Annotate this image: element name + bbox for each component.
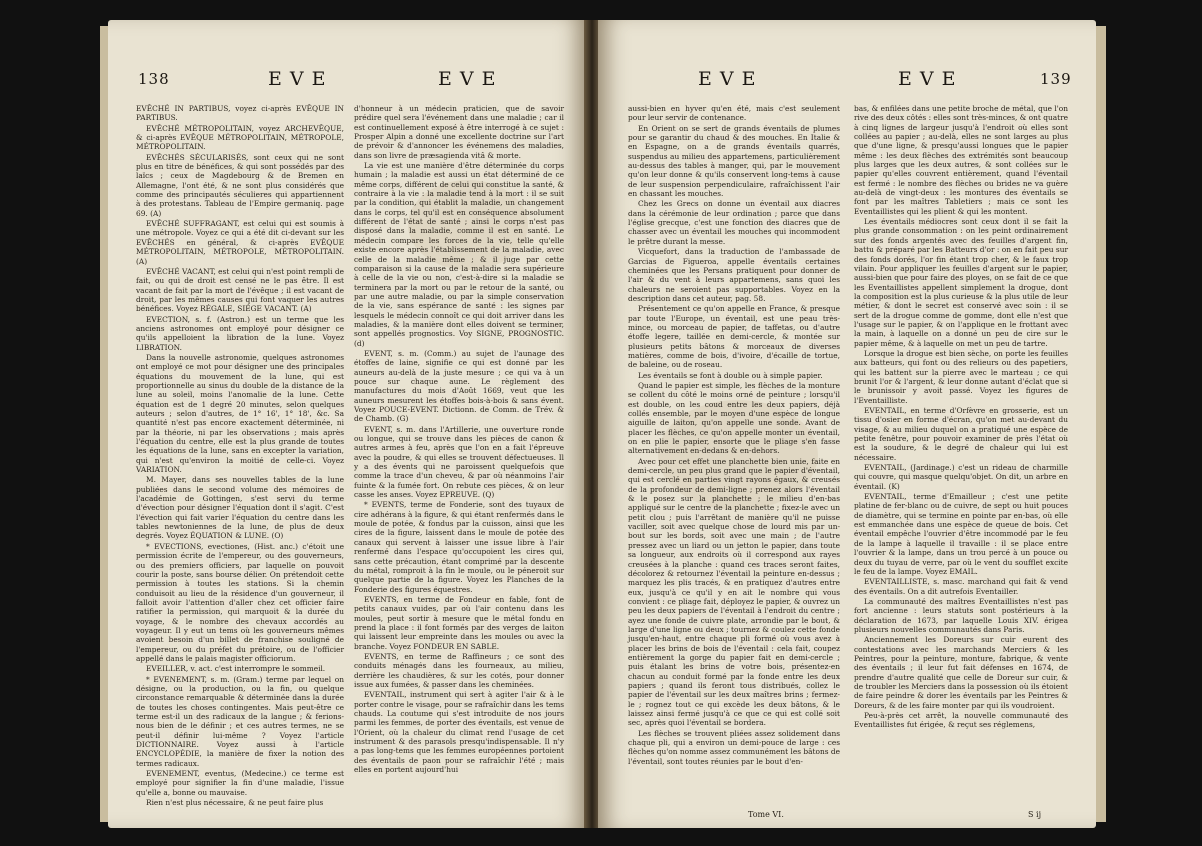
left-page [108,20,586,828]
article-paragraph: Les flèches se trouvent pliées assez solidement dans chaque pli, qui a environ un demi-pouce de large : ces flèches qu'on nomme assez communément les bâtons de l'éventail, sont toutes réunies par le bout d'en- [628,728,840,766]
article-paragraph: La vie est une manière d'être déterminée du corps humain ; la maladie est aussi un état déterminé de ce même corps, différent de celui qui constitue la santé, & contraire à la vie : la maladie tend à la mort : il se suit par la condition, qui établit la maladie, un changement dans le corps, tel qu'il est en conséquence absolument différent de l'état de santé ; ainsi le corps n'est pas disposé dans la maladie, comme il est en santé. Le médecin compare les forces de la vie, telle qu'elle existe encore après l'établissement de la maladie, avec celle de la maladie même ; & il juge par cette comparaison si la cause de la maladie sera supérieure à celle de la vie ou non, c'est-à-dire si la maladie se terminera par la mort ou par le retour de la santé, ou par une autre maladie, ou par la simple conservation de la vie, sans espérance de santé : les signes par lesquels le médecin connoît ce qui doit arriver dans les maladies, & la manière dont elles doivent se terminer, sont appellés prognostics. Voy SIGNE, PROGNOSTIC. (d) [354,161,564,348]
article-paragraph: EVENTAIL, (Jardinage.) c'est un rideau de charmille qui couvre, qui masque quelqu'objet. On dit, un arbre en éventail. (K) [854,463,1068,491]
article-paragraph: EVENTAIL, en terme d'Orfèvre en grosserie, est un tissu d'osier en forme d'écran, qu'on met au-devant du visage, & au milieu duquel on a pratiqué une espèce de petite fenêtre, pour pouvoir examiner de près l'état où est la soudure, & le degré de chaleur qui lui est nécessaire. [854,406,1068,462]
article-paragraph: M. Mayer, dans ses nouvelles tables de la lune publiées dans le second volume des mémoires de l'académie de Gottingen, s'est servi du terme d'évection pour désigner l'équation dont il s'agit. C'est l'évection qui fait varier l'équation du centre dans les tables newtoniennes de la lune, de plus de deux degrés. Voyez ÉQUATION & LUNE. (O) [136,475,344,541]
article-paragraph: EVENTAIL, terme d'Emailleur ; c'est une petite platine de fer-blanc ou de cuivre, de sept ou huit pouces de diamètre, qui se termine en pointe par en-bas, où elle est emmanchée dans une espèce de queue de bois. Cet éventail empêche l'ouvrier d'être incommodé par le feu de la lampe à laquelle il travaille : il se place entre l'ouvrier & la lampe, dans un trou percé à un pouce ou deux du tuyau de verre, par où le vent du soufflet excite le feu de la lampe. Voyez EMAIL. [854,492,1068,576]
article-paragraph: Présentement ce qu'on appelle en France, & presque par toute l'Europe, un éventail, est une peau très-mince, ou morceau de papier, de taffetas, ou d'autre étoffe legere, taillée en demi-cercle, & montée sur plusieurs petits bâtons & morceaux de diverses matières, comme de bois, d'ivoire, d'écaille de tortue, de baleine, ou de roseau. [628,304,840,370]
article-paragraph: Les éventails médiocres sont ceux dont il se fait la plus grande consommation : on les peint ordinairement sur des fonds argentés avec des feuilles d'argent fin, battu & préparé par les Batteurs d'or : on en fait peu sur des fonds dorés, l'or fin étant trop cher, & le faux trop vilain. Pour appliquer les feuilles d'argent sur le papier, aussi-bien que pour faire des ployes, on se fait de ce que les Eventaillistes appellent simplement la drogue, dont la composition est la plus curieuse & la plus utile de leur métier, & dont le secret est conservé avec soin : il se sert de la drogue comme de gomme, dont elle n'est que l'usage sur le papier, & on l'applique en le frottant avec la main, à laquelle on a donné un peu de cire sur le papier même, & à laquelle on met un peu de tartre. [854,217,1068,348]
article-paragraph: EVÊCHÉ SUFFRAGANT, est celui qui est soumis à une métropole. Voyez ce qui a été dit ci-devant sur les EVÊCHÉS en général, & ci-après EVÊQUE MÉTROPOLITAIN, MÉTROPOLE, MÉTROPOLITAIN. (A) [136,219,344,266]
article-paragraph: Les éventails se font à double ou à simple papier. [638,370,823,380]
article-paragraph: EVÊCHÉS SÉCULARISÉS, sont ceux qui ne sont plus en titre de bénéfices, & qui sont possédés par des laïcs ; ceux de Magdebourg & de Bremen en Allemagne, l'ont été, & ne sont plus considérés que comme des principautés séculieres qui appartiennent à des protestans. Tableau de l'Empire germaniq. page 69. (A) [136,152,344,218]
article-paragraph: EVENEMENT, eventus, (Medecine.) ce terme est employé pour signifier la fin d'une maladie, l'issue qu'elle a, bonne ou mauvaise. [136,769,344,797]
running-head: E V E [268,68,327,90]
left-page-edge [100,26,108,822]
right-page-edge [1096,26,1106,822]
text-column-right [854,104,1068,731]
article-paragraph: Peu-à-près cet arrêt, la nouvelle communauté des Eventaillistes fut érigée, & reçut ses réglemens, [854,711,1068,730]
article-paragraph: La communauté des maîtres Eventaillistes n'est pas fort ancienne : leurs statuts sont postérieurs à la déclaration de 1673, par laquelle Louis XIV. érigea plusieurs nouvelles communautés dans Paris. [854,596,1068,634]
article-paragraph: Quand le papier est simple, les flèches de la monture se collent du côté le moins orné de peinture ; lorsqu'il est double, on les coud entre les deux papiers, déjà collés ensemble, par le moyen d'une espèce de longue aiguille de laiton, qu'on appelle une sonde. Avant de placer les flèches, ce qu'on appelle monter un éventail, on en plie le papier, ensorte que le pliage s'en fasse alternativement en-dedans & en-dehors. [628,380,840,456]
page-number: 138 [138,70,170,88]
article-paragraph: Lorsque la drogue est bien sèche, on porte les feuilles aux batteurs, qui font ou des relieurs ou des papetiers, qui les battent sur la pierre avec le marteau ; ce qui brunit l'or & l'argent, & leur donne autant d'éclat que si le brunissoir y avoit passé. Voyez les figures de l'Eventailliste. [854,348,1068,405]
article-paragraph: bas, & enfilées dans une petite broche de métal, que l'on rive des deux côtés : elles sont très-minces, & ont quatre à cinq lignes de largeur jusqu'à l'endroit où elles sont collées au papier ; au-delà, elles ne sont larges au plus que d'une ligne, & presqu'aussi longues que le papier même : les deux flèches des extrémités sont beaucoup plus larges que les deux autres, & sont collées sur le papier qu'elles couvrent entièrement, quand l'éventail est fermé : le nombre des flèches ou brides ne va guère au-delà de vingt-deux : les montures des éventails se font par les maîtres Tabletiers ; mais ce sont les Eventaillistes qui les plient & qui les montent. [854,104,1068,216]
article-paragraph: Avec pour cet effet une planchette bien unie, faite en demi-cercle, un peu plus grand que le papier d'éventail, qui est cerclé en parties vingt rayons égaux, & creusés de la profondeur de demi-ligne ; prenez alors l'éventail & le posez sur la planchette ; le milieu d'en-bas appliqué sur le centre de la planchette ; fixez-le avec un petit clou ; puis l'arrêtant de manière qu'il ne puisse vaciller, soit avec quelque chose de lourd mis par un-bout sur les bords, soit avec une main ; de l'autre pressez avec un liard ou un jetton le papier, dans toute sa longueur, aux endroits où il correspond aux rayes creusées à la planche : quand ces traces seront faites, décolorez & retournez l'éventail la peinture en-dessus ; marquez les plis tracés, & en pratiquez d'autres entre eux, jusqu'à ce qu'il y en ait le nombre qui vous convient : ce pliage fait, déployez le papier, & ouvrez un peu les deux papiers de l'éventail à l'endroit du centre ; ayez une fonde de cuivre plate, arrondie par le bout, & large d'une ligne ou deux ; tournez & coulez cette fonde jusqu'en-haut, entre chaque pli formé où vous avez à placer les brins de bois de l'éventail : cela fait, coupez entièrement la gorge du papier fait en demi-cercle ; puis étalant les brins de votre bois, présentez-en chacun au conduit formé par la fonde entre les deux papiers ; quand ils feront tous distribués, collez le papier de l'éventail sur les deux maîtres brins ; fermez-le ; rognez tout ce qui excède les deux bâtons, & le laissez ainsi fermé jusqu'à ce que ce qui est collé soit sec, après quoi l'éventail se bordera. [628,456,840,728]
article-paragraph: EVÊCHÉ IN PARTIBUS, voyez ci-après EVÊQUE IN PARTIBUS. [136,104,344,123]
signature-mark: S ij [1028,810,1042,819]
volume-signature: Tome VI. [748,810,784,819]
article-paragraph: * EVENTS, terme de Fonderie, sont des tuyaux de cire adhérans à la figure, & qui étant renfermés dans le moule de potée, & fondus par la cuisson, ainsi que les cires de la figure, laissent dans le moule de potée des canaux qui servent à laisser une issue libre à l'air renfermé dans l'espace qu'occupoient les cires qui, sans cette précaution, étant comprimé par la descente du métal, romproit à la fin le moule, ou le péneroit sur quelque partie de la figure. Voyez les Planches de la Fonderie des figures équestres. [354,500,564,594]
text-column-left [628,104,840,767]
article-paragraph: d'honneur à un médecin praticien, que de savoir prédire quel sera l'événement dans une maladie ; car il est continuellement exposé à être interrogé à ce sujet : Prosper Alpin a donné une excellente doctrine sur l'art de prévoir & d'annoncer les événemens des maladies, dans son livre de præsagienda vitâ & morte. [354,104,564,160]
article-paragraph: * EVECTIONS, evectiones, (Hist. anc.) c'étoit une permission écrite de l'empereur, ou des gouverneurs, ou des premiers officiers, par laquelle on pouvoit courir la poste, sans bourse délier. On prétendoit cette permission à toutes les stations. Si la chemin conduisoit au lieu de la résidence d'un gouverneur, il falloit avoir l'attention d'aller chez cet officier faire ratifier la permission, qui marquoit & la durée du voyage, & le nombre des chevaux accordés au voyageur. Il y eut un tems où les gouverneurs mêmes avoient besoin d'un billet de franchise souligné de l'empereur, ou du préfet du prétoire, ou de l'officier appellé dans le palais magister officiorum. [136,541,344,663]
article-paragraph: Anciennement les Doreurs sur cuir eurent des contestations avec les marchands Merciers & les Peintres, pour la peinture, monture, fabrique, & vente des éventails ; il leur fut fait défenses en 1674, de prendre d'autre qualité que celle de Doreur sur cuir, & de troubler les Merciers dans la possession où ils étoient de faire peindre & dorer les éventails par les Peintres & Doreurs, & de les faire monter par qui ils voudroient. [854,635,1068,710]
article-paragraph: Chez les Grecs on donne un éventail aux diacres dans la cérémonie de leur ordination ; parce que dans l'église grecque, c'est une fonction des diacres que de chasser avec un éventail les mouches qui incommodent le prêtre durant la messe. [628,199,840,246]
running-head: E V E [438,68,497,90]
article-paragraph: EVENTS, en terme de Raffineurs ; ce sont des conduits ménagés dans les fourneaux, au milieu, derrière les chaudières, & sur les cotés, pour donner issue aux fumées, & passer dans les cheminées. [354,651,564,689]
article-paragraph: Rien n'est plus nécessaire, & ne peut faire plus [146,798,324,808]
article-paragraph: * EVENEMENT, s. m. (Gram.) terme par lequel on désigne, ou la production, ou la fin, ou quelque circonstance remarquable & déterminée dans la durée de toutes les choses contingentes. Mais peut-être ce terme est-il un des radicaux de la langue ; & ferions-nous bien de le définir ; et ces autres termes, ne se peut-il définir lui-même ? Voyez l'article DICTIONNAIRE. Voyez aussi à l'article ENCYCLOPÉDIE, la manière de fixer la notion des termes radicaux. [136,674,344,768]
article-paragraph: EVEILLER, v. act. c'est interrompre le sommeil. [146,664,326,674]
text-column-right [354,104,564,775]
article-paragraph: EVÊCHÉ MÉTROPOLITAIN, voyez ARCHEVÊQUE, & ci-après EVÊQUE MÉTROPOLITAIN, MÉTROPOLE, MÉTROPOLITAIN. [136,123,344,152]
running-head: E V E [698,68,757,90]
article-paragraph: EVENTAILLISTE, s. masc. marchand qui fait & vend des éventails. On a dit autrefois Eventailler. [854,577,1068,596]
article-paragraph: Dans la nouvelle astronomie, quelques astronomes ont employé ce mot pour désigner une des principales équations du mouvement de la lune, qui est proportionnelle au sinus du double de la distance de la lune au soleil, moins l'anomalie de la lune. Cette équation est de 1 degré 20 minutes, selon quelques auteurs ; selon d'autres, de 1° 16', 1° 18', &c. Sa quantité n'est pas encore exactement déterminée, ni par la théorie, ni par les observations ; mais après l'équation du centre, elle est la plus grande de toutes les équations de la lune, sans en excepter la variation, qui n'est qu'environ la moitié de celle-ci. Voyez VARIATION. [136,352,344,475]
article-paragraph: EVENT, s. m. dans l'Artillerie, une ouverture ronde ou longue, qui se trouve dans les pièces de canon & autres armes à feu, après que l'on en a fait l'épreuve avec la poudre, & qui elles se trouvent défectueuses. Il y a des évents qui ne paroissent quelquefois que comme la trace d'un cheveu, & par où néanmoins l'air fuinte & la fumée fort. On rebute ces pièces, & on leur casse les anses. Voyez EPREUVE. (Q) [354,424,564,500]
text-column-left [136,104,344,808]
article-paragraph: En Orient on se sert de grands éventails de plumes pour se garantir du chaud & des mouches. En Italie & en Espagne, on a de grands éventails quarrés, suspendus au milieu des appartemens, particulièrement au-dessus des tables à manger, qui, par le mouvement qu'on leur donne & qu'ils conservent long-tems à cause de leur suspension perpendiculaire, rafraîchissent l'air en chassant les mouches. [628,123,840,199]
article-paragraph: EVENT, s. m. (Comm.) au sujet de l'aunage des étoffes de laine, signifie ce qui est donné par les auneurs au-delà de la juste mesure ; ce qui va à un pouce sur chaque aune. Le règlement des manufactures du mois d'Août 1669, veut que les auneurs mesurent les étoffes bois-à-bois & sans évent. Voyez POUCE-EVENT. Dictionn. de Comm. de Trév. & de Chamb. (G) [354,348,564,424]
article-paragraph: EVENTAIL, instrument qui sert à agiter l'air & à le porter contre le visage, pour se rafraîchir dans les tems chauds. La coutume qui s'est introduite de nos jours parmi les femmes, de porter des éventails, est venue de l'Orient, où la chaleur du climat rend l'usage de cet instrument & des parasols presqu'indispensable. Il n'y a pas long-tems que les femmes européennes portoient des éventails de paon pour se rafraîchir l'été ; mais elles en portent aujourd'hui [354,690,564,775]
article-paragraph: EVENTS, en terme de Fondeur en fable, font de petits canaux vuides, par où l'air contenu dans les moules, peut sortir à mesure que le métal fondu en prend la place : il font formés par des verges de laiton qui laissent leur empreinte dans les moules ou avec la branche. Voyez FONDEUR EN SABLE. [354,594,564,651]
running-head: E V E [898,68,957,90]
article-paragraph: EVECTION, s. f. (Astron.) est un terme que les anciens astronomes ont employé pour désigner ce qu'ils appelloient la libration de la lune. Voyez LIBRATION. [136,314,344,352]
article-paragraph: aussi-bien en hyver qu'en été, mais c'est seulement pour leur servir de contenance. [628,104,840,123]
article-paragraph: Vicquefort, dans la traduction de l'ambassade de Garcias de Figueroa, appelle éventails certaines cheminées que les Persans pratiquent pour donner de l'air & du vent à leurs appartemens, sans quoi les chaleurs ne seroient pas supportables. Voyez en la description dans cet auteur, pag. 58. [628,247,840,303]
page-number: 139 [1040,70,1072,88]
article-paragraph: EVÊCHÉ VACANT, est celui qui n'est point rempli de fait, ou qui de droit est censé ne le pas être. Il est vacant de fait par la mort de l'évêque ; il est vacant de droit, par les mêmes causes qui font vaquer les autres bénéfices. Voyez RÉGALE, SIÉGE VACANT. (A) [136,266,344,314]
right-page [598,20,1096,828]
